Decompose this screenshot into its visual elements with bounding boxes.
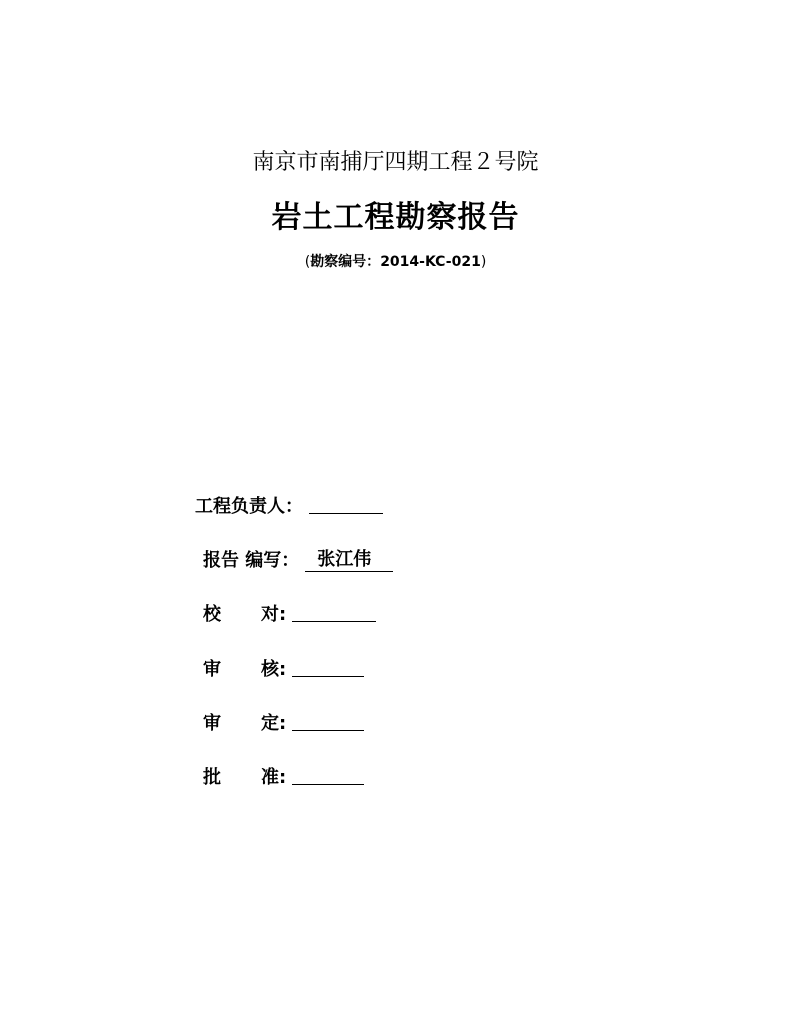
project-name: 南京市南捕厅四期工程２号院	[252, 150, 539, 175]
signature-row-approval-check	[203, 709, 364, 735]
authorize-label-char2: 准:	[261, 767, 287, 788]
review-label-char2: 核:	[261, 659, 287, 680]
signature-row-report-author	[203, 546, 393, 572]
signature-row-project-lead	[195, 492, 383, 518]
approval-check-signature-line	[292, 712, 364, 731]
survey-code-label: 勘察编号：	[310, 254, 381, 270]
project-lead-signature-line	[309, 495, 383, 514]
project-lead-label: 工程负责人：	[195, 496, 303, 517]
proofread-label-char1: 校	[203, 604, 221, 625]
signature-row-authorize	[203, 763, 364, 789]
signature-row-proofread	[203, 600, 376, 626]
survey-code	[0, 251, 791, 271]
review-label-char1: 审	[203, 659, 221, 680]
review-signature-line	[292, 658, 364, 677]
signature-row-review	[203, 655, 364, 681]
authorize-label-char1: 批	[203, 767, 221, 788]
approval-check-label-char1: 审	[203, 713, 221, 734]
proofread-label-char2: 对:	[261, 604, 287, 625]
proofread-signature-line	[292, 603, 376, 622]
survey-code-close-paren: )	[480, 254, 487, 270]
report-author-name: 张江伟	[305, 549, 393, 572]
authorize-signature-line	[292, 766, 364, 785]
approval-check-label-char2: 定:	[261, 713, 287, 734]
survey-code-open-paren: (	[304, 254, 311, 270]
report-author-label: 报告 编写：	[203, 550, 300, 571]
survey-code-value: 2014-KC-021	[380, 254, 481, 270]
report-title: 岩土工程勘察报告	[271, 200, 520, 235]
